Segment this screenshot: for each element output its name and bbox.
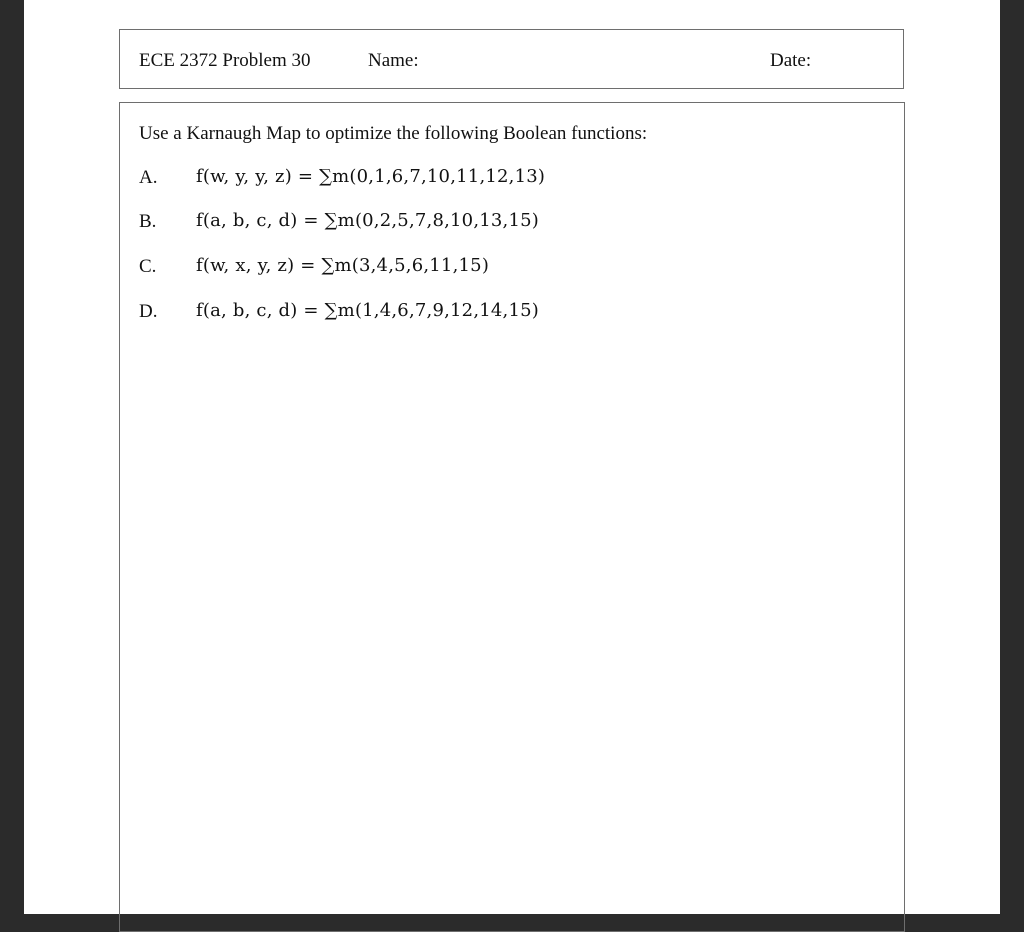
header-box [119, 29, 904, 89]
course-title: ECE 2372 Problem 30 [139, 50, 311, 71]
instruction-text: Use a Karnaugh Map to optimize the following Boolean functions: [139, 123, 648, 144]
problem-letter: D. [139, 301, 158, 322]
boolean-function: f(a, b, c, d) = ∑m(1,4,6,7,9,12,14,15) [196, 300, 540, 321]
document-page [24, 0, 1000, 914]
problem-letter: B. [139, 211, 157, 232]
problem-letter: C. [139, 256, 157, 277]
problem-letter: A. [139, 167, 158, 188]
boolean-function: f(a, b, c, d) = ∑m(0,2,5,7,8,10,13,15) [196, 210, 540, 231]
boolean-function: f(w, y, y, z) = ∑m(0,1,6,7,10,11,12,13) [196, 166, 546, 187]
name-label: Name: [368, 50, 419, 71]
boolean-function: f(w, x, y, z) = ∑m(3,4,5,6,11,15) [196, 255, 490, 276]
date-label: Date: [770, 50, 812, 71]
problem-box [119, 102, 905, 932]
